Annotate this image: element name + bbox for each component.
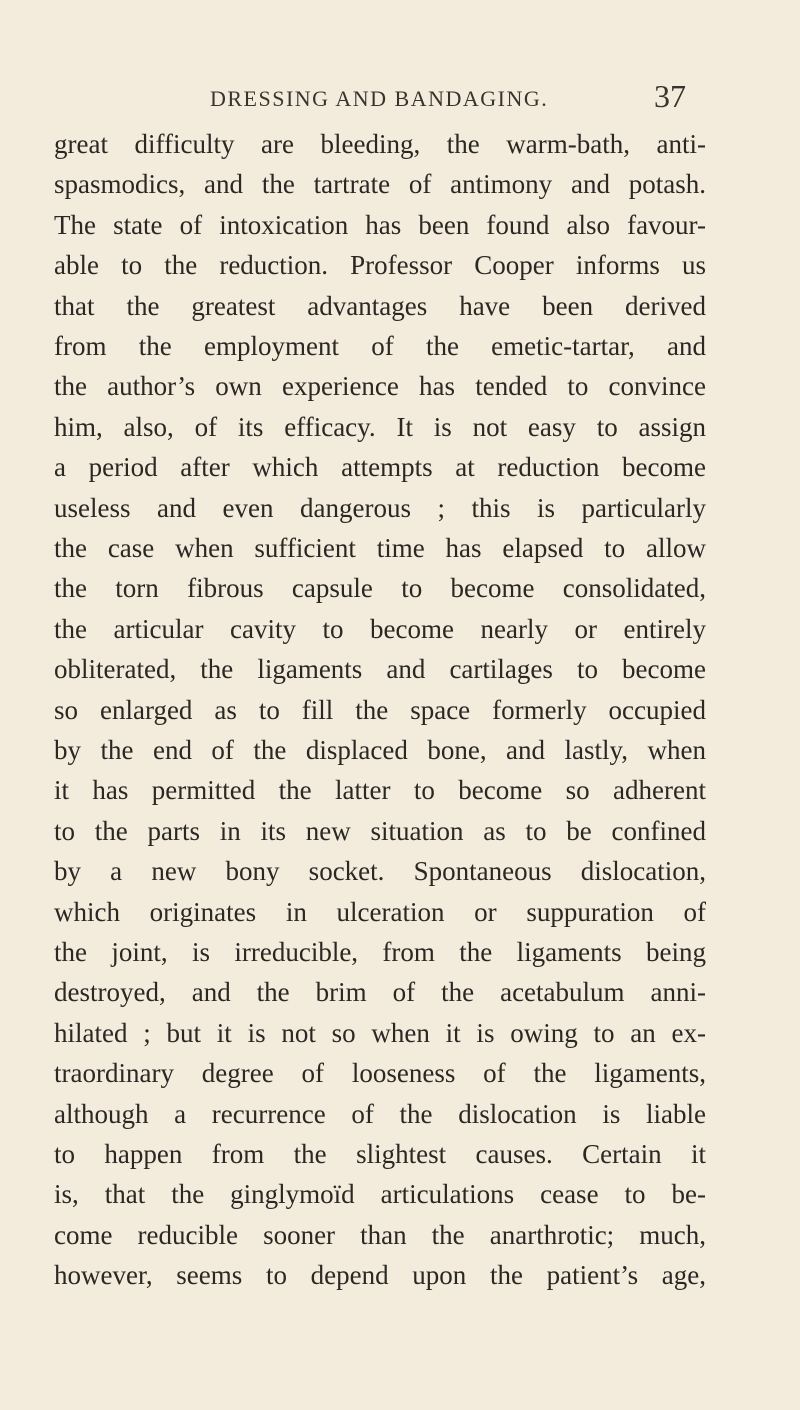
text-line: The state of intoxication has been found also favour- xyxy=(54,209,706,240)
text-line: the torn fibrous capsule to become consolidated, xyxy=(54,573,706,604)
text-line: although a recurrence of the dislocation is liable xyxy=(54,1098,706,1129)
text-line: that the greatest advantages have been derived xyxy=(54,290,706,321)
page-number: 37 xyxy=(654,78,686,114)
text-line: destroyed, and the brim of the acetabulum anni- xyxy=(54,977,706,1008)
text-line: which originates in ulceration or suppuration of xyxy=(54,896,706,927)
text-line: great difficulty are bleeding, the warm-bath, anti- xyxy=(54,129,706,159)
text-line: hilated ; but it is not so when it is owing to an ex- xyxy=(54,1017,706,1048)
text-line: a period after which attempts at reduction become xyxy=(54,452,706,483)
text-line: spasmodics, and the tartrate of antimony and potash. xyxy=(54,169,706,200)
text-line: come reducible sooner than the anarthrotic; much, xyxy=(54,1219,706,1250)
text-line: obliterated, the ligaments and cartilages to become xyxy=(54,654,706,685)
text-line: useless and even dangerous ; this is particularly xyxy=(54,492,706,523)
text-line: it has permitted the latter to become so adherent xyxy=(54,775,706,806)
text-line: however, seems to depend upon the patient’s age, xyxy=(54,1260,706,1291)
text-line: is, that the ginglymoïd articulations cease to be- xyxy=(54,1179,706,1210)
text-line: the case when sufficient time has elapsed to allow xyxy=(54,533,706,563)
text-line: the joint, is irreducible, from the ligaments being xyxy=(54,937,706,967)
text-line: from the employment of the emetic-tartar, and xyxy=(54,331,706,361)
text-line: him, also, of its efficacy. It is not easy to assign xyxy=(54,411,706,442)
text-line: by the end of the displaced bone, and lastly, when xyxy=(54,735,706,765)
text-line: traordinary degree of looseness of the ligaments, xyxy=(54,1058,706,1089)
text-line: the articular cavity to become nearly or entirely xyxy=(54,613,706,644)
running-head: DRESSING AND BANDAGING. xyxy=(210,86,549,111)
text-line: to happen from the slightest causes. Certain it xyxy=(54,1139,706,1169)
text-line: to the parts in its new situation as to be confined xyxy=(54,815,706,846)
text-line: so enlarged as to fill the space formerly occupied xyxy=(54,694,706,725)
text-line: by a new bony socket. Spontaneous dislocation, xyxy=(54,856,706,887)
text-line: the author’s own experience has tended to convince xyxy=(54,371,706,402)
text-line: able to the reduction. Professor Cooper informs us xyxy=(54,250,706,281)
page-header xyxy=(0,78,800,118)
